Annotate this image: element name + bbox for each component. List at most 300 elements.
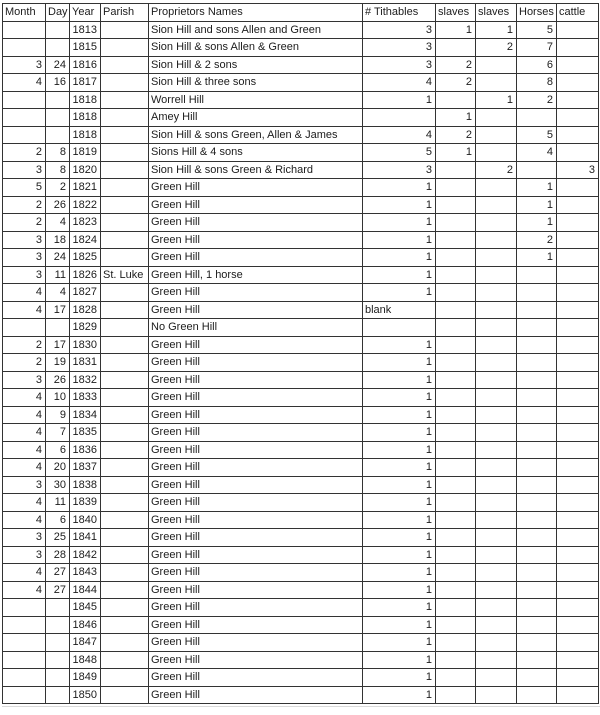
cell[interactable]: 8 bbox=[46, 144, 70, 162]
cell[interactable] bbox=[476, 231, 517, 249]
cell[interactable] bbox=[101, 319, 149, 337]
cell[interactable]: 4 bbox=[3, 301, 46, 319]
cell[interactable]: Green Hill, 1 horse bbox=[149, 266, 363, 284]
cell[interactable]: 1832 bbox=[70, 371, 101, 389]
cell[interactable]: 1845 bbox=[70, 599, 101, 617]
cell[interactable] bbox=[476, 284, 517, 302]
cell[interactable]: 1 bbox=[363, 231, 436, 249]
cell[interactable] bbox=[517, 284, 557, 302]
cell[interactable]: 1 bbox=[363, 406, 436, 424]
cell[interactable]: 6 bbox=[46, 511, 70, 529]
cell[interactable]: 2 bbox=[436, 74, 476, 92]
cell[interactable] bbox=[436, 249, 476, 267]
cell[interactable] bbox=[476, 301, 517, 319]
cell[interactable] bbox=[557, 581, 599, 599]
cell[interactable] bbox=[46, 634, 70, 652]
cell[interactable]: Green Hill bbox=[149, 196, 363, 214]
cell[interactable] bbox=[517, 494, 557, 512]
cell[interactable]: Green Hill bbox=[149, 529, 363, 547]
cell[interactable] bbox=[101, 21, 149, 39]
cell[interactable]: 3 bbox=[557, 161, 599, 179]
cell[interactable]: 4 bbox=[3, 564, 46, 582]
cell[interactable]: 1834 bbox=[70, 406, 101, 424]
cell[interactable] bbox=[517, 599, 557, 617]
cell[interactable]: 3 bbox=[363, 161, 436, 179]
cell[interactable] bbox=[476, 669, 517, 687]
cell[interactable] bbox=[363, 109, 436, 127]
cell[interactable] bbox=[557, 634, 599, 652]
cell[interactable] bbox=[476, 249, 517, 267]
cell[interactable]: 1 bbox=[517, 214, 557, 232]
cell[interactable] bbox=[436, 441, 476, 459]
cell[interactable] bbox=[101, 389, 149, 407]
cell[interactable] bbox=[476, 406, 517, 424]
cell[interactable]: Green Hill bbox=[149, 231, 363, 249]
cell[interactable]: 1840 bbox=[70, 511, 101, 529]
column-header-parish[interactable]: Parish bbox=[101, 4, 149, 22]
cell[interactable]: 4 bbox=[46, 284, 70, 302]
cell[interactable] bbox=[101, 336, 149, 354]
cell[interactable] bbox=[557, 126, 599, 144]
cell[interactable] bbox=[363, 319, 436, 337]
cell[interactable] bbox=[101, 564, 149, 582]
cell[interactable] bbox=[517, 651, 557, 669]
cell[interactable]: 1824 bbox=[70, 231, 101, 249]
cell[interactable] bbox=[517, 336, 557, 354]
cell[interactable] bbox=[3, 599, 46, 617]
column-header-month[interactable]: Month bbox=[3, 4, 46, 22]
cell[interactable] bbox=[101, 529, 149, 547]
cell[interactable]: 1 bbox=[363, 459, 436, 477]
cell[interactable]: 1835 bbox=[70, 424, 101, 442]
cell[interactable]: 1 bbox=[363, 599, 436, 617]
cell[interactable]: 2 bbox=[3, 336, 46, 354]
cell[interactable]: 5 bbox=[363, 144, 436, 162]
cell[interactable] bbox=[476, 56, 517, 74]
cell[interactable] bbox=[101, 144, 149, 162]
cell[interactable] bbox=[101, 161, 149, 179]
cell[interactable] bbox=[517, 634, 557, 652]
cell[interactable] bbox=[436, 511, 476, 529]
cell[interactable]: 2 bbox=[517, 91, 557, 109]
cell[interactable]: 17 bbox=[46, 336, 70, 354]
cell[interactable]: 3 bbox=[363, 21, 436, 39]
cell[interactable]: Worrell Hill bbox=[149, 91, 363, 109]
cell[interactable]: 1 bbox=[363, 179, 436, 197]
cell[interactable] bbox=[436, 564, 476, 582]
cell[interactable]: 3 bbox=[3, 249, 46, 267]
cell[interactable]: 2 bbox=[46, 179, 70, 197]
cell[interactable] bbox=[557, 56, 599, 74]
cell[interactable] bbox=[476, 634, 517, 652]
cell[interactable]: 24 bbox=[46, 249, 70, 267]
cell[interactable]: 1 bbox=[363, 669, 436, 687]
cell[interactable]: 2 bbox=[3, 196, 46, 214]
cell[interactable]: Green Hill bbox=[149, 336, 363, 354]
cell[interactable]: Amey Hill bbox=[149, 109, 363, 127]
cell[interactable] bbox=[3, 319, 46, 337]
cell[interactable]: 18 bbox=[46, 231, 70, 249]
cell[interactable] bbox=[436, 476, 476, 494]
cell[interactable]: 1823 bbox=[70, 214, 101, 232]
cell[interactable] bbox=[557, 511, 599, 529]
cell[interactable] bbox=[557, 74, 599, 92]
cell[interactable] bbox=[517, 529, 557, 547]
cell[interactable]: 1839 bbox=[70, 494, 101, 512]
cell[interactable]: 2 bbox=[517, 231, 557, 249]
cell[interactable] bbox=[101, 616, 149, 634]
cell[interactable] bbox=[101, 511, 149, 529]
cell[interactable]: 1 bbox=[363, 441, 436, 459]
cell[interactable]: Green Hill bbox=[149, 354, 363, 372]
cell[interactable]: 7 bbox=[46, 424, 70, 442]
cell[interactable] bbox=[3, 91, 46, 109]
cell[interactable]: 2 bbox=[3, 214, 46, 232]
cell[interactable]: 3 bbox=[3, 161, 46, 179]
cell[interactable] bbox=[517, 389, 557, 407]
cell[interactable] bbox=[557, 266, 599, 284]
cell[interactable]: 1822 bbox=[70, 196, 101, 214]
cell[interactable] bbox=[436, 406, 476, 424]
cell[interactable] bbox=[46, 126, 70, 144]
cell[interactable]: 1838 bbox=[70, 476, 101, 494]
cell[interactable] bbox=[557, 459, 599, 477]
cell[interactable]: Green Hill bbox=[149, 179, 363, 197]
cell[interactable]: Green Hill bbox=[149, 441, 363, 459]
cell[interactable]: 1843 bbox=[70, 564, 101, 582]
cell[interactable] bbox=[557, 301, 599, 319]
cell[interactable] bbox=[557, 336, 599, 354]
cell[interactable]: Green Hill bbox=[149, 249, 363, 267]
cell[interactable]: Green Hill bbox=[149, 599, 363, 617]
cell[interactable]: 1850 bbox=[70, 686, 101, 704]
cell[interactable] bbox=[101, 634, 149, 652]
cell[interactable] bbox=[557, 196, 599, 214]
cell[interactable] bbox=[101, 476, 149, 494]
cell[interactable]: 5 bbox=[517, 126, 557, 144]
cell[interactable]: 1 bbox=[363, 686, 436, 704]
cell[interactable] bbox=[3, 669, 46, 687]
cell[interactable]: 1844 bbox=[70, 581, 101, 599]
cell[interactable] bbox=[101, 56, 149, 74]
cell[interactable]: 4 bbox=[363, 126, 436, 144]
cell[interactable] bbox=[557, 616, 599, 634]
cell[interactable] bbox=[101, 424, 149, 442]
cell[interactable] bbox=[436, 319, 476, 337]
cell[interactable]: 16 bbox=[46, 74, 70, 92]
cell[interactable] bbox=[557, 144, 599, 162]
cell[interactable] bbox=[557, 599, 599, 617]
cell[interactable]: 24 bbox=[46, 56, 70, 74]
cell[interactable]: 7 bbox=[517, 39, 557, 57]
cell[interactable]: 20 bbox=[46, 459, 70, 477]
cell[interactable]: Green Hill bbox=[149, 546, 363, 564]
cell[interactable] bbox=[517, 424, 557, 442]
cell[interactable]: 3 bbox=[3, 546, 46, 564]
cell[interactable] bbox=[101, 179, 149, 197]
cell[interactable] bbox=[436, 581, 476, 599]
cell[interactable] bbox=[517, 459, 557, 477]
cell[interactable]: Sion Hill & three sons bbox=[149, 74, 363, 92]
cell[interactable] bbox=[436, 651, 476, 669]
cell[interactable] bbox=[46, 599, 70, 617]
cell[interactable]: 2 bbox=[476, 39, 517, 57]
cell[interactable]: 3 bbox=[3, 476, 46, 494]
cell[interactable]: Green Hill bbox=[149, 389, 363, 407]
cell[interactable] bbox=[476, 494, 517, 512]
cell[interactable] bbox=[476, 371, 517, 389]
cell[interactable]: Green Hill bbox=[149, 511, 363, 529]
cell[interactable]: 1836 bbox=[70, 441, 101, 459]
cell[interactable]: 1 bbox=[363, 389, 436, 407]
cell[interactable] bbox=[517, 301, 557, 319]
cell[interactable]: 4 bbox=[3, 441, 46, 459]
cell[interactable]: 1849 bbox=[70, 669, 101, 687]
cell[interactable]: 1818 bbox=[70, 109, 101, 127]
cell[interactable]: 1826 bbox=[70, 266, 101, 284]
cell[interactable] bbox=[557, 231, 599, 249]
column-header-proprietors-names[interactable]: Proprietors Names bbox=[149, 4, 363, 22]
cell[interactable] bbox=[476, 686, 517, 704]
cell[interactable] bbox=[101, 196, 149, 214]
cell[interactable]: 1818 bbox=[70, 126, 101, 144]
cell[interactable]: 4 bbox=[46, 214, 70, 232]
cell[interactable]: 1 bbox=[363, 476, 436, 494]
cell[interactable] bbox=[436, 459, 476, 477]
cell[interactable] bbox=[436, 284, 476, 302]
cell[interactable]: 1 bbox=[476, 21, 517, 39]
cell[interactable] bbox=[101, 91, 149, 109]
cell[interactable]: No Green Hill bbox=[149, 319, 363, 337]
cell[interactable] bbox=[557, 354, 599, 372]
cell[interactable]: Green Hill bbox=[149, 616, 363, 634]
cell[interactable]: 26 bbox=[46, 196, 70, 214]
cell[interactable]: 1 bbox=[363, 336, 436, 354]
cell[interactable]: 4 bbox=[3, 424, 46, 442]
cell[interactable] bbox=[436, 494, 476, 512]
cell[interactable] bbox=[476, 564, 517, 582]
cell[interactable]: 1846 bbox=[70, 616, 101, 634]
cell[interactable]: 1 bbox=[363, 91, 436, 109]
cell[interactable]: 4 bbox=[3, 494, 46, 512]
cell[interactable]: 1 bbox=[363, 266, 436, 284]
cell[interactable] bbox=[517, 354, 557, 372]
cell[interactable]: 1830 bbox=[70, 336, 101, 354]
cell[interactable]: 25 bbox=[46, 529, 70, 547]
cell[interactable] bbox=[557, 494, 599, 512]
cell[interactable] bbox=[517, 616, 557, 634]
cell[interactable] bbox=[517, 669, 557, 687]
cell[interactable]: 1 bbox=[363, 424, 436, 442]
cell[interactable]: 30 bbox=[46, 476, 70, 494]
cell[interactable] bbox=[517, 511, 557, 529]
cell[interactable] bbox=[557, 389, 599, 407]
cell[interactable]: 4 bbox=[3, 284, 46, 302]
cell[interactable] bbox=[476, 599, 517, 617]
cell[interactable]: 1 bbox=[476, 91, 517, 109]
cell[interactable]: 1 bbox=[363, 581, 436, 599]
cell[interactable] bbox=[101, 406, 149, 424]
cell[interactable]: 1 bbox=[363, 196, 436, 214]
cell[interactable]: 2 bbox=[436, 126, 476, 144]
cell[interactable]: Sions Hill & 4 sons bbox=[149, 144, 363, 162]
cell[interactable] bbox=[557, 39, 599, 57]
cell[interactable] bbox=[3, 39, 46, 57]
cell[interactable] bbox=[436, 179, 476, 197]
cell[interactable] bbox=[101, 214, 149, 232]
cell[interactable] bbox=[517, 441, 557, 459]
cell[interactable]: 1 bbox=[363, 371, 436, 389]
cell[interactable] bbox=[476, 336, 517, 354]
cell[interactable] bbox=[517, 476, 557, 494]
cell[interactable]: 1 bbox=[436, 109, 476, 127]
cell[interactable]: 1 bbox=[363, 651, 436, 669]
column-header-slaves[interactable]: slaves bbox=[476, 4, 517, 22]
cell[interactable]: Green Hill bbox=[149, 301, 363, 319]
cell[interactable]: Green Hill bbox=[149, 581, 363, 599]
cell[interactable] bbox=[476, 354, 517, 372]
cell[interactable]: 11 bbox=[46, 494, 70, 512]
cell[interactable]: 3 bbox=[3, 529, 46, 547]
cell[interactable] bbox=[46, 39, 70, 57]
cell[interactable] bbox=[557, 529, 599, 547]
cell[interactable] bbox=[436, 546, 476, 564]
cell[interactable]: 1 bbox=[363, 546, 436, 564]
cell[interactable] bbox=[476, 459, 517, 477]
cell[interactable]: 6 bbox=[517, 56, 557, 74]
cell[interactable] bbox=[101, 126, 149, 144]
cell[interactable]: 1 bbox=[363, 354, 436, 372]
cell[interactable]: 4 bbox=[3, 459, 46, 477]
cell[interactable]: 3 bbox=[3, 56, 46, 74]
column-header-horses[interactable]: Horses bbox=[517, 4, 557, 22]
cell[interactable] bbox=[557, 441, 599, 459]
cell[interactable]: Green Hill bbox=[149, 476, 363, 494]
cell[interactable] bbox=[557, 424, 599, 442]
cell[interactable]: 27 bbox=[46, 581, 70, 599]
cell[interactable]: Green Hill bbox=[149, 424, 363, 442]
cell[interactable] bbox=[557, 319, 599, 337]
cell[interactable]: 1821 bbox=[70, 179, 101, 197]
cell[interactable]: 3 bbox=[3, 371, 46, 389]
cell[interactable]: 1 bbox=[363, 616, 436, 634]
cell[interactable]: 3 bbox=[363, 39, 436, 57]
cell[interactable]: 1848 bbox=[70, 651, 101, 669]
cell[interactable] bbox=[557, 476, 599, 494]
cell[interactable] bbox=[476, 581, 517, 599]
cell[interactable]: 1842 bbox=[70, 546, 101, 564]
cell[interactable]: 9 bbox=[46, 406, 70, 424]
cell[interactable] bbox=[476, 651, 517, 669]
cell[interactable] bbox=[46, 91, 70, 109]
cell[interactable]: 3 bbox=[3, 231, 46, 249]
cell[interactable] bbox=[436, 336, 476, 354]
cell[interactable] bbox=[476, 616, 517, 634]
cell[interactable] bbox=[46, 109, 70, 127]
cell[interactable] bbox=[517, 371, 557, 389]
cell[interactable] bbox=[476, 511, 517, 529]
cell[interactable] bbox=[3, 686, 46, 704]
cell[interactable] bbox=[517, 109, 557, 127]
column-header-tithables[interactable]: # Tithables bbox=[363, 4, 436, 22]
cell[interactable] bbox=[436, 424, 476, 442]
cell[interactable] bbox=[557, 179, 599, 197]
cell[interactable] bbox=[476, 424, 517, 442]
cell[interactable]: 4 bbox=[363, 74, 436, 92]
cell[interactable]: 1 bbox=[363, 249, 436, 267]
cell[interactable]: 8 bbox=[46, 161, 70, 179]
cell[interactable]: 1 bbox=[363, 511, 436, 529]
cell[interactable] bbox=[101, 249, 149, 267]
cell[interactable]: 1820 bbox=[70, 161, 101, 179]
cell[interactable]: 1 bbox=[517, 249, 557, 267]
cell[interactable]: Sion Hill & sons Allen & Green bbox=[149, 39, 363, 57]
cell[interactable]: 1827 bbox=[70, 284, 101, 302]
cell[interactable]: 1 bbox=[363, 284, 436, 302]
cell[interactable]: Green Hill bbox=[149, 371, 363, 389]
cell[interactable]: 1817 bbox=[70, 74, 101, 92]
cell[interactable] bbox=[436, 529, 476, 547]
cell[interactable] bbox=[517, 546, 557, 564]
cell[interactable]: 1 bbox=[363, 529, 436, 547]
cell[interactable] bbox=[46, 651, 70, 669]
cell[interactable] bbox=[436, 91, 476, 109]
cell[interactable]: Sion Hill & 2 sons bbox=[149, 56, 363, 74]
cell[interactable] bbox=[436, 389, 476, 407]
cell[interactable] bbox=[517, 266, 557, 284]
cell[interactable]: 4 bbox=[3, 511, 46, 529]
cell[interactable]: Green Hill bbox=[149, 284, 363, 302]
cell[interactable]: 1825 bbox=[70, 249, 101, 267]
cell[interactable]: 1 bbox=[436, 21, 476, 39]
cell[interactable] bbox=[557, 21, 599, 39]
cell[interactable] bbox=[46, 319, 70, 337]
cell[interactable] bbox=[436, 669, 476, 687]
cell[interactable] bbox=[476, 529, 517, 547]
cell[interactable] bbox=[101, 459, 149, 477]
cell[interactable]: 1847 bbox=[70, 634, 101, 652]
cell[interactable] bbox=[3, 634, 46, 652]
cell[interactable]: 4 bbox=[517, 144, 557, 162]
cell[interactable] bbox=[436, 39, 476, 57]
cell[interactable] bbox=[476, 126, 517, 144]
cell[interactable]: Green Hill bbox=[149, 214, 363, 232]
cell[interactable]: 4 bbox=[3, 74, 46, 92]
cell[interactable] bbox=[557, 249, 599, 267]
cell[interactable]: 28 bbox=[46, 546, 70, 564]
cell[interactable] bbox=[436, 634, 476, 652]
cell[interactable]: 1829 bbox=[70, 319, 101, 337]
cell[interactable] bbox=[436, 214, 476, 232]
cell[interactable] bbox=[476, 476, 517, 494]
cell[interactable]: Green Hill bbox=[149, 651, 363, 669]
cell[interactable]: 1831 bbox=[70, 354, 101, 372]
column-header-cattle[interactable]: cattle bbox=[557, 4, 599, 22]
cell[interactable] bbox=[557, 91, 599, 109]
cell[interactable] bbox=[557, 109, 599, 127]
cell[interactable] bbox=[557, 371, 599, 389]
cell[interactable] bbox=[101, 39, 149, 57]
cell[interactable]: Green Hill bbox=[149, 406, 363, 424]
cell[interactable] bbox=[436, 616, 476, 634]
cell[interactable] bbox=[436, 371, 476, 389]
cell[interactable]: 8 bbox=[517, 74, 557, 92]
cell[interactable] bbox=[3, 21, 46, 39]
cell[interactable] bbox=[101, 284, 149, 302]
cell[interactable]: 1 bbox=[363, 214, 436, 232]
cell[interactable] bbox=[517, 581, 557, 599]
cell[interactable]: 11 bbox=[46, 266, 70, 284]
